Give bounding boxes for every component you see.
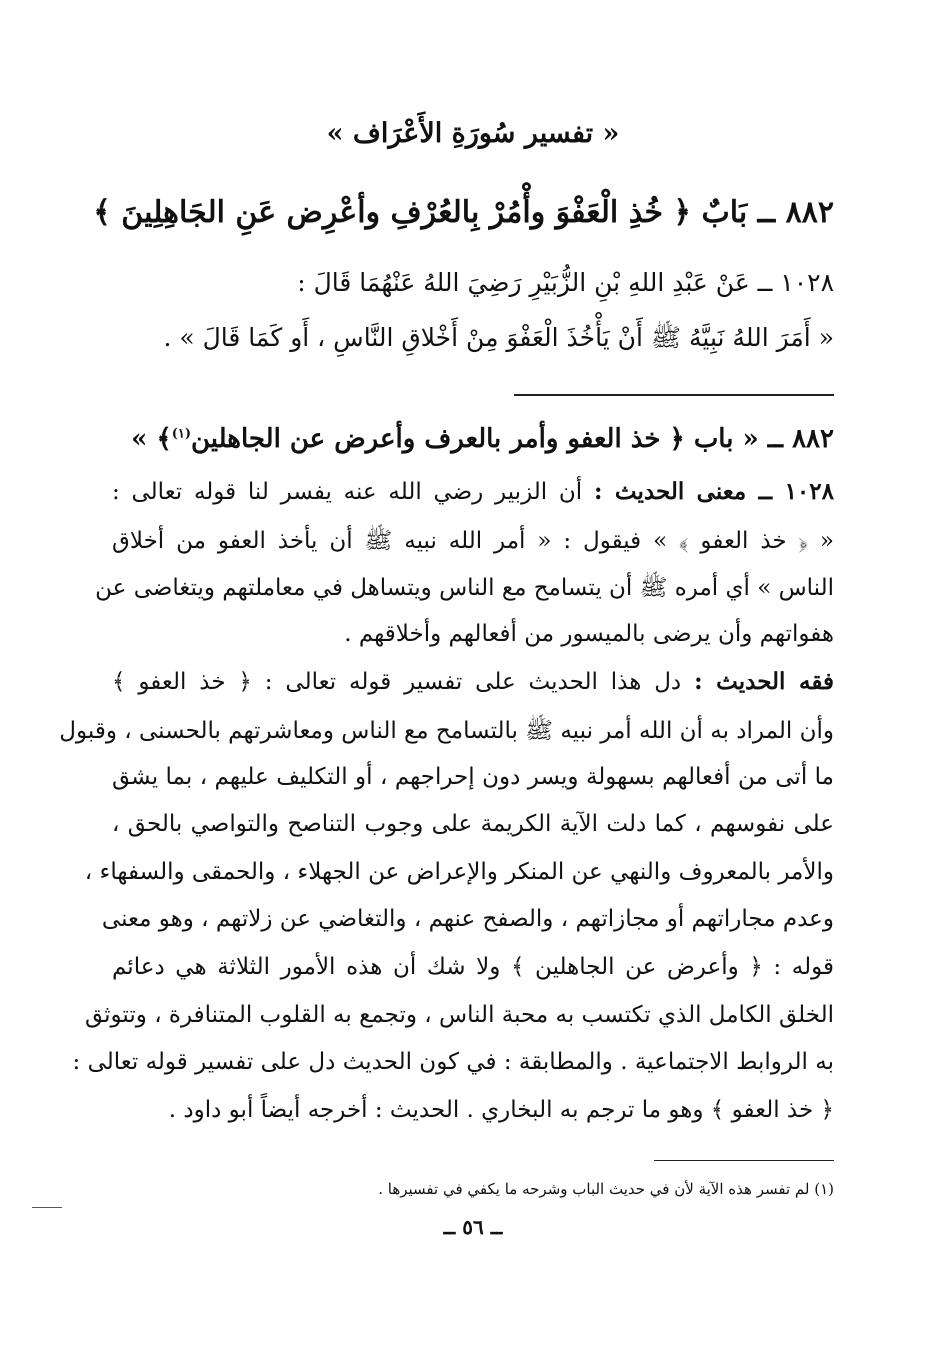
commentary-bab-text: ٨٨٢ ــ « باب ﴿ خذ العفو وأمر بالعرف وأعرض عن الجاهلين (191, 424, 834, 454)
page-number: ــ ٥٦ ــ (443, 1215, 503, 1239)
commentary-line (112, 668, 834, 695)
commentary-text: وعدم مجاراتهم أو مجازاتهم ، والصفح عنهم ، والتغاضي عن زلاتهم ، وهو معنى (101, 906, 834, 933)
commentary-line (112, 526, 834, 560)
commentary-label: فقه الحديث : (694, 668, 834, 696)
commentary-bab-heading (112, 424, 834, 454)
commentary-line (84, 1001, 834, 1028)
page-title: « تفسير سُورَةِ الأَعْرَاف » (326, 118, 620, 149)
commentary-text: هفواتهم وأن يرضى بالميسور من أفعالهم وأخلاقهم . (344, 620, 834, 647)
section-divider (514, 394, 834, 396)
commentary-line (59, 716, 834, 750)
commentary-line (95, 573, 834, 607)
footnote-reference: (١) (171, 426, 192, 442)
commentary-text: « ﴿ خذ العفو ﴾ » فيقول : « أمر الله نبيه ﷺ أن يأخذ العفو من أخلاق (112, 527, 834, 554)
commentary-text: به الروابط الاجتماعية . والمطابقة : في كون الحديث دل على تفسير قوله تعالى : (72, 1049, 834, 1076)
commentary-bab-end: ﴾ » (131, 424, 172, 454)
commentary-line (84, 858, 834, 885)
commentary-text: قوله : ﴿ وأعرض عن الجاهلين ﴾ ولا شك أن هذه الأمور الثلاثة هي دعائم (112, 954, 834, 980)
margin-mark (32, 1207, 62, 1208)
hadith-narration-line: ١٠٢٨ ــ عَنْ عَبْدِ اللهِ بْنِ الزُّبَيْرِ رَضِيَ اللهُ عَنْهُمَا قَالَ : (297, 268, 834, 297)
commentary-text: ﴿ خذ العفو ﴾ وهو ما ترجم به البخاري . الحديث : أخرجه أيضاً أبو داود . (168, 1096, 834, 1123)
footnote-divider (654, 1160, 834, 1161)
footnote: (١) لم تفسر هذه الآية لأن في حديث الباب وشرحه ما يكفي في تفسيرها . (378, 1180, 834, 1198)
commentary-text: أن الزبير رضي الله عنه يفسر لنا قوله تعالى : (112, 479, 594, 505)
commentary-line (101, 906, 834, 933)
commentary-text: ما أتى من أفعالهم بسهولة ويسر دون إحراجهم ، أو التكليف عليهم ، بما يشق (112, 763, 834, 790)
hadith-bab-heading: ٨٨٢ ــ بَابٌ ﴿ خُذِ الْعَفْوَ وأْمُرْ بِالعُرْفِ وأعْرِض عَنِ الجَاهِلِينَ ﴾ (93, 195, 834, 230)
commentary-text: الخلق الكامل الذي تكتسب به محبة الناس ، وتجمع به القلوب المتنافرة ، وتتوثق (84, 1001, 834, 1028)
commentary-line (72, 1049, 834, 1076)
hadith-text-line: « أَمَرَ اللهُ نَبِيَّهُ ﷺ أَنْ يَأْخُذَ الْعَفْوَ مِنْ أَخْلاقِ النَّاسِ ، أَو كَمَا قَالَ » . (163, 323, 834, 352)
commentary-text: دل هذا الحديث على تفسير قوله تعالى : ﴿ خذ العفو ﴾ (112, 669, 695, 696)
commentary-line (112, 764, 834, 790)
commentary-line (112, 621, 834, 647)
commentary-text: والأمر بالمعروف والنهي عن المنكر والإعراض عن الجهلاء ، والحمقى والسفهاء ، (84, 858, 834, 885)
commentary-text: على نفوسهم ، كما دلت الآية الكريمة على وجوب التناصح والتواصي بالحق ، (112, 811, 834, 838)
commentary-line (112, 1097, 834, 1123)
commentary-line (112, 478, 834, 505)
commentary-line (112, 954, 834, 980)
commentary-text: وأن المراد به أن الله أمر نبيه ﷺ بالتسامح مع الناس ومعاشرتهم بالحسنى ، وقبول (59, 718, 834, 744)
commentary-text: الناس » أي أمره ﷺ أن يتسامح مع الناس ويتساهل في معاملتهم ويتغاضى عن (95, 575, 834, 602)
commentary-line (112, 811, 834, 837)
commentary-label: ١٠٢٨ ــ معنى الحديث : (593, 478, 834, 505)
